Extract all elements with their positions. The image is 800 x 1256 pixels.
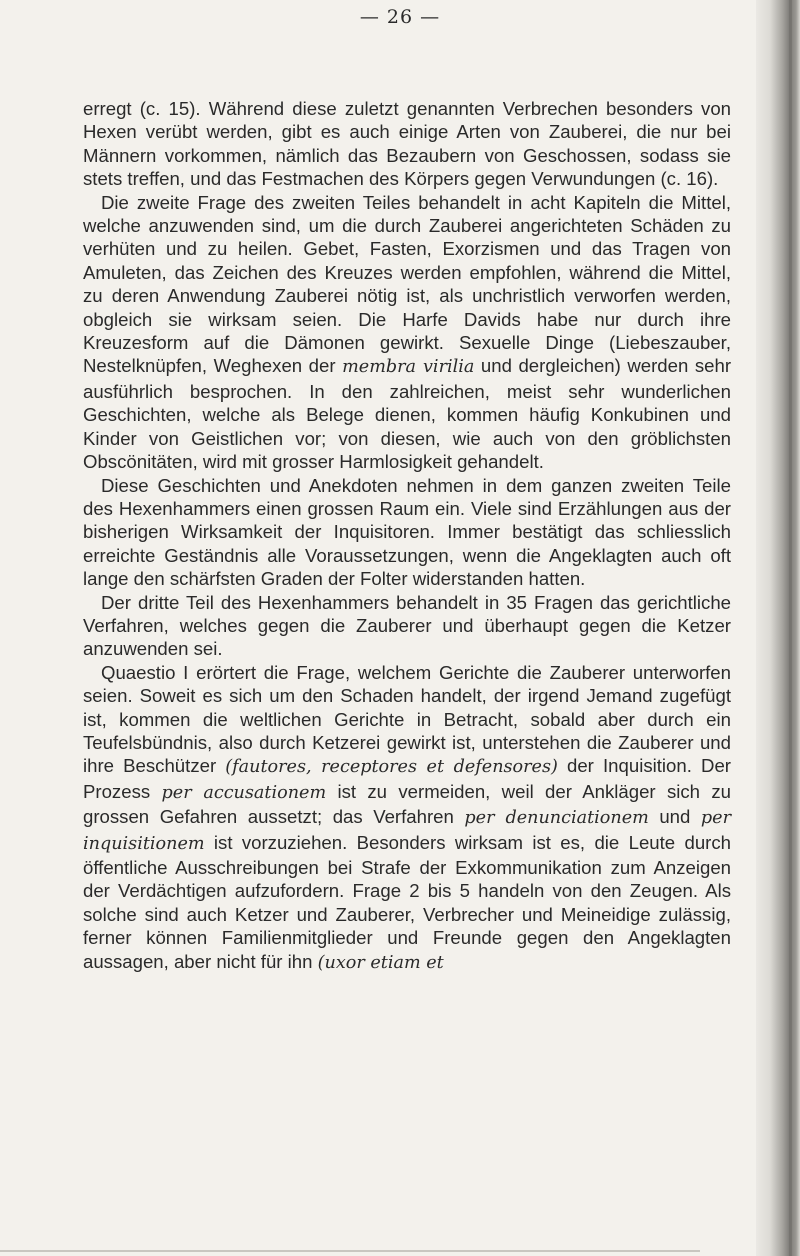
text-segment: erregt (c. 15). Während diese zuletzt genannten Verbrechen besonders von Hexen verübt werden, gibt es auch einige Arten von Zauberei, die nur bei Männern vorkommen, nämlich das Bezaubern von Geschossen, sodass sie stets treffen, und das Festmachen des Körpers gegen Verwundungen (c. 16). <box>83 98 731 190</box>
page-number: — 26 — <box>359 6 441 28</box>
text-segment: der Inquisition. Der Prozess <box>83 755 731 802</box>
text-segment: Die zweite Frage des zweiten Teiles behandelt in acht Kapiteln die Mittel, welche anzuwenden sind, um die durch Zauberei angerichteten Schäden zu verhüten und zu heilen. Gebet, Fasten, Exorzismen und das Tragen von Amuleten, das Zeichen des Kreuzes werden empfohlen, während die Mittel, zu deren Anwendung Zauberei nötig ist, als unchristlich verworfen werden, obgleich sie wirksam seien. Die Harfe Davids habe nur durch ihre Kreuzesform auf die Dämonen gewirkt. Sexuelle Dinge (Liebeszauber, Nestelknüpfen, Weghexen der <box>83 191 731 377</box>
text-segment: Diese Geschichten und Anekdoten nehmen in dem ganzen zweiten Teile des Hexenhammers einen grossen Raum ein. Viele sind Erzählungen aus der bisherigen Wirksamkeit der Inquisitoren. Immer bestätigt das schliesslich erreichte Geständnis alle Voraussetzungen, wenn die Angeklagten auch oft lange den schärfsten Graden der Folter widerstanden hatten. <box>83 474 731 590</box>
text-segment: Der dritte Teil des Hexenhammers behandelt in 35 Fragen das gerichtliche Verfahren, welches gegen die Zauberer und überhaupt gegen die Ketzer anzuwenden sei. <box>83 591 731 660</box>
body-text <box>83 97 731 975</box>
italic-latin-phrase: (uxor etiam et <box>317 952 444 973</box>
paragraph <box>83 661 731 975</box>
italic-latin-phrase: membra virilia <box>342 357 475 378</box>
page-bottom-edge <box>0 1250 700 1252</box>
paragraph <box>83 191 731 474</box>
text-segment: und <box>648 806 701 828</box>
italic-latin-phrase: per inquisitionem <box>83 808 731 854</box>
italic-latin-phrase: per denunciationem <box>464 808 649 829</box>
book-spine-shadow <box>756 0 800 1256</box>
paragraph <box>83 97 731 191</box>
page-edge-line <box>789 0 792 1256</box>
text-segment: ist zu vermeiden, weil der Ankläger sich zu grossen Gefahren aussetzt; das Verfahren <box>83 780 731 828</box>
paragraph <box>83 591 731 661</box>
italic-latin-phrase: per accusationem <box>161 782 327 803</box>
italic-latin-phrase: (fautores, receptores et defensores) <box>225 757 558 778</box>
text-segment: Quaestio I erörtert die Frage, welchem Gerichte die Zauberer unterworfen seien. Soweit es sich um den Schaden handelt, der irgend Jemand zugefügt ist, kommen die weltlichen Gerichte in Betracht, sobald aber durch ein Teufelsbündnis, also durch Ketzerei gewirkt ist, unterstehen die Zauberer und ihre Beschützer <box>83 661 731 777</box>
text-segment: ist vorzuziehen. Besonders wirksam ist es, die Leute durch öffentliche Ausschreibungen bei Strafe der Exkommunikation zum Anzeigen der Verdächtigen aufzufordern. Frage 2 bis 5 handeln von den Zeugen. Als solche sind auch Ketzer und Zauberer, Verbrecher und Meineidige zulässig, ferner können Familienmitglieder und Freunde gegen den Angeklagten aussagen, aber nicht für ihn <box>83 831 731 972</box>
paragraph <box>83 474 731 591</box>
text-segment: und dergleichen) werden sehr ausführlich besprochen. In den zahlreichen, meist sehr wunderlichen Geschichten, welche als Belege dienen, kommen häufig Konkubinen und Kinder von Geistlichen vor; von diesen, wie auch von den gröblichsten Obscönitäten, wird mit grosser Harmlosigkeit gehandelt. <box>83 355 732 473</box>
